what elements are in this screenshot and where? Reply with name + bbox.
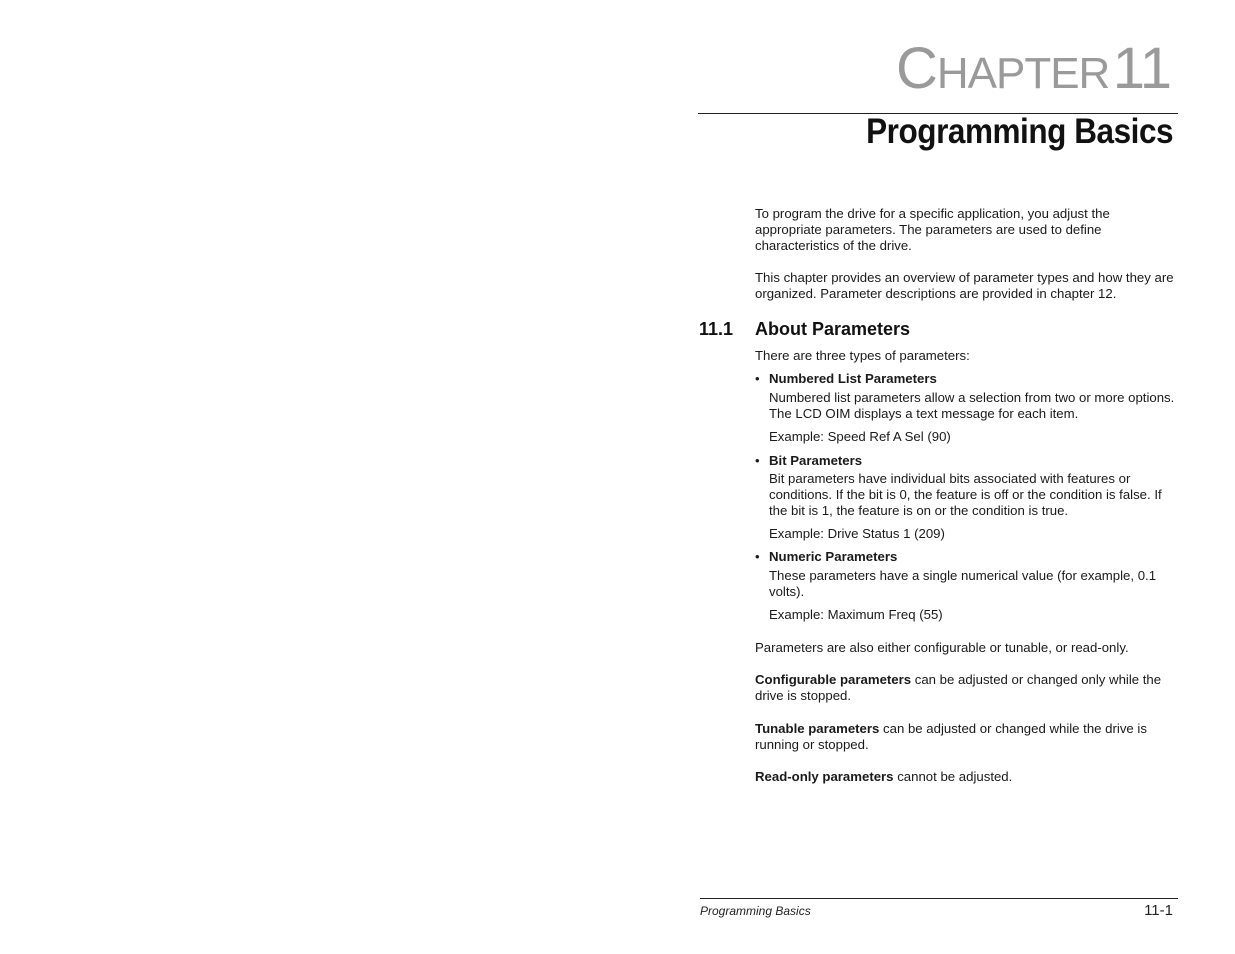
footer-section-name: Programming Basics	[700, 904, 811, 918]
definition-read-only	[755, 769, 1175, 785]
chapter-label	[895, 36, 1171, 101]
footer-divider	[700, 898, 1178, 899]
chapter-number: 11	[1112, 36, 1171, 101]
section-heading	[699, 319, 910, 340]
bullet-marker: •	[755, 549, 760, 564]
bullet-example: Example: Speed Ref A Sel (90)	[769, 429, 951, 444]
bullet-description: Numbered list parameters allow a selection from two or more options. The LCD OIM displays a text message for each item.	[769, 390, 1175, 421]
definition-term: Tunable parameters	[755, 721, 880, 736]
bullet-marker: •	[755, 453, 760, 468]
bullet-description: Bit parameters have individual bits associated with features or conditions. If the bit is 0, the feature is off or the condition is false. If the bit is 1, the feature is on or the condition is true.	[769, 471, 1162, 518]
definition-configurable	[755, 672, 1175, 704]
chapter-initial: C	[895, 36, 937, 101]
definition-text: can be adjusted or changed only while the drive is stopped.	[755, 672, 1162, 703]
bullet-heading: Numeric Parameters	[769, 549, 898, 564]
section-title: About Parameters	[755, 319, 911, 339]
chapter-word: HAPTER	[936, 49, 1110, 98]
section-number: 11.1	[699, 319, 734, 339]
chapter-title: Programming Basics	[865, 112, 1173, 151]
intro-paragraph-1: To program the drive for a specific application, you adjust the appropriate parameters. The parameters are used to define characteristics of the drive.	[755, 206, 1110, 253]
summary-paragraph: Parameters are also either configurable or tunable, or read-only.	[755, 640, 1129, 655]
bullet-example: Example: Maximum Freq (55)	[769, 607, 943, 622]
intro-paragraph-2: This chapter provides an overview of parameter types and how they are organized. Parameter descriptions are provided in chapter 12.	[755, 270, 1174, 301]
definition-term: Read-only parameters	[755, 769, 894, 784]
bullet-example: Example: Drive Status 1 (209)	[769, 526, 945, 541]
definition-term: Configurable parameters	[755, 672, 912, 687]
definition-tunable	[755, 721, 1175, 753]
bullet-marker: •	[755, 371, 760, 386]
bullet-description: These parameters have a single numerical value (for example, 0.1 volts).	[769, 568, 1157, 599]
section-lead: There are three types of parameters:	[755, 348, 970, 363]
definition-text: can be adjusted or changed while the drive is running or stopped.	[755, 721, 1147, 752]
definition-text: cannot be adjusted.	[893, 769, 1013, 784]
bullet-heading: Bit Parameters	[769, 453, 863, 468]
bullet-heading: Numbered List Parameters	[769, 371, 937, 386]
footer-page-number: 11-1	[1144, 902, 1173, 919]
